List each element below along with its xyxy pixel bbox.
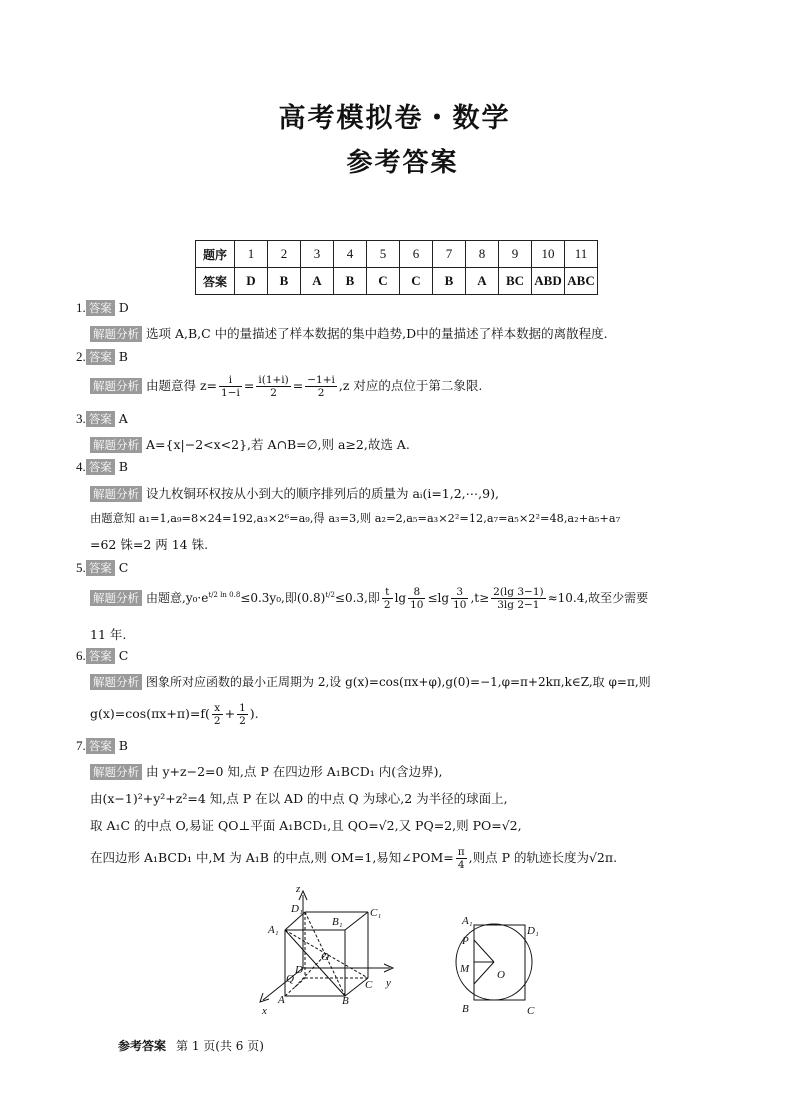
numerator: −1+i bbox=[307, 374, 335, 386]
analysis-text: 在四边形 A₁BCD₁ 中,M 为 A₁B 的中点,则 OM=1,易知∠POM= bbox=[90, 850, 454, 865]
label-b: B bbox=[342, 995, 349, 1007]
label-a1: A₁ bbox=[268, 924, 279, 936]
label-a: A bbox=[278, 994, 285, 1006]
label-p: P bbox=[462, 935, 469, 947]
label-c: C bbox=[365, 979, 373, 991]
numerator: i(1+i) bbox=[258, 374, 289, 386]
analysis-tag: 解题分析 bbox=[90, 674, 142, 690]
cube-labels bbox=[261, 883, 391, 1017]
analysis-text: 选项 A,B,C 中的量描述了样本数据的集中趋势,D中的量描述了样本数据的离散程度. bbox=[146, 326, 608, 341]
denominator: 2 bbox=[239, 715, 246, 727]
label-x: x bbox=[262, 1005, 267, 1017]
footer-page: 第 1 页(共 6 页) bbox=[176, 1039, 264, 1053]
table-cell-answer: ABC bbox=[565, 268, 598, 295]
label-o: O bbox=[321, 951, 329, 963]
denominator: 10 bbox=[410, 599, 424, 611]
analysis-tag: 解题分析 bbox=[90, 590, 142, 606]
diagonal-a1b bbox=[285, 930, 345, 996]
analysis-text: 由 y+z−2=0 知,点 P 在四边形 A₁BCD₁ 内(含边界), bbox=[146, 764, 443, 779]
question-5-line-2: 11 年. bbox=[90, 627, 127, 642]
question-number: 1. bbox=[76, 300, 86, 315]
answer-tag: 答案 bbox=[86, 349, 115, 365]
question-4-line-3: =62 铢=2 两 14 铢. bbox=[90, 537, 209, 552]
table-cell-number: 2 bbox=[268, 241, 301, 268]
table-cell-number: 1 bbox=[235, 241, 268, 268]
analysis-text: ≤0.3,即 bbox=[334, 591, 380, 605]
numerator: t bbox=[382, 586, 393, 599]
analysis-text: A={x|−2<x<2},若 A∩B=∅,则 a≥2,故选 A. bbox=[146, 437, 410, 452]
numerator: π bbox=[457, 846, 465, 858]
question-number: 3. bbox=[76, 411, 86, 426]
table-cell-answer: B bbox=[433, 268, 466, 295]
label-b-2: B bbox=[462, 1003, 469, 1015]
cube-edge-b1c1 bbox=[345, 912, 368, 930]
segment-po-lower bbox=[474, 962, 494, 984]
page-title: 高考模拟卷・数学 bbox=[278, 103, 511, 134]
question-answer: B bbox=[118, 738, 128, 753]
analysis-text: ,z 对应的点位于第二象限. bbox=[338, 378, 483, 393]
table-cell-answer: A bbox=[466, 268, 499, 295]
analysis-text: 设九枚铜环权按从小到大的顺序排列后的质量为 aᵢ(i=1,2,⋯,9), bbox=[146, 486, 499, 501]
label-d: D bbox=[295, 964, 303, 976]
denominator: 10 bbox=[453, 599, 467, 611]
analysis-tag: 解题分析 bbox=[90, 486, 142, 502]
numerator: 3 bbox=[451, 586, 468, 599]
table-cell-number: 4 bbox=[334, 241, 367, 268]
analysis-text: = bbox=[243, 378, 255, 393]
answer-tag: 答案 bbox=[86, 738, 115, 754]
label-a1-2: A₁ bbox=[462, 915, 473, 927]
answer-tag: 答案 bbox=[86, 411, 115, 427]
table-cell-answer: C bbox=[367, 268, 400, 295]
table-cell-answer: A bbox=[301, 268, 334, 295]
label-d1: D₁ bbox=[291, 903, 303, 915]
table-cell-number: 5 bbox=[367, 241, 400, 268]
denominator: 3lg 2−1 bbox=[497, 599, 540, 611]
question-number: 5. bbox=[76, 560, 86, 575]
analysis-tag: 解题分析 bbox=[90, 326, 142, 342]
table-cell-answer: ABD bbox=[532, 268, 565, 295]
denominator: 1−i bbox=[221, 387, 240, 399]
table-header-label: 题序 bbox=[196, 241, 235, 268]
label-o-2: O bbox=[497, 969, 505, 981]
denominator: 2 bbox=[270, 387, 277, 399]
denominator: 2 bbox=[317, 387, 325, 399]
label-z: z bbox=[296, 883, 301, 895]
label-y: y bbox=[386, 977, 391, 989]
question-number: 7. bbox=[76, 738, 86, 753]
analysis-text: = bbox=[292, 378, 304, 393]
label-d1-2: D₁ bbox=[527, 925, 539, 937]
analysis-text: lg bbox=[394, 591, 407, 605]
question-answer: B bbox=[118, 349, 128, 364]
answer-tag: 答案 bbox=[86, 300, 115, 316]
analysis-text: + bbox=[224, 706, 236, 721]
page-subtitle: 参考答案 bbox=[346, 148, 459, 178]
page-footer bbox=[118, 1037, 264, 1054]
question-number: 6. bbox=[76, 648, 86, 663]
numerator: 2(lg 3−1) bbox=[493, 586, 544, 598]
table-cell-number: 9 bbox=[499, 241, 532, 268]
analysis-text: 由题意,y₀·e bbox=[146, 591, 209, 605]
table-cell-answer: BC bbox=[499, 268, 532, 295]
label-b1: B₁ bbox=[332, 916, 343, 928]
analysis-text: g(x)=cos(πx+π)=f( bbox=[90, 706, 210, 721]
footer-name: 参考答案 bbox=[118, 1039, 167, 1053]
table-cell-number: 6 bbox=[400, 241, 433, 268]
denominator: 2 bbox=[383, 599, 391, 611]
table-cell-answer: D bbox=[235, 268, 268, 295]
analysis-tag: 解题分析 bbox=[90, 378, 142, 394]
answer-tag: 答案 bbox=[86, 560, 115, 576]
label-c1: C₁ bbox=[370, 907, 382, 919]
table-cell-answer: B bbox=[268, 268, 301, 295]
analysis-text: ,t≥ bbox=[470, 591, 490, 605]
x-axis-arrow bbox=[260, 993, 269, 1002]
numerator: i bbox=[219, 374, 242, 387]
answer-tag: 答案 bbox=[86, 459, 115, 475]
question-answer: A bbox=[118, 411, 128, 426]
numerator: 8 bbox=[408, 586, 425, 599]
segment-po bbox=[474, 940, 494, 962]
table-cell-number: 11 bbox=[565, 241, 598, 268]
question-number: 4. bbox=[76, 459, 86, 474]
numerator: 1 bbox=[239, 702, 246, 714]
table-cell-number: 7 bbox=[433, 241, 466, 268]
question-answer: D bbox=[118, 300, 129, 315]
label-q: Q bbox=[286, 973, 294, 985]
analysis-tag: 解题分析 bbox=[90, 764, 142, 780]
question-7-line-2: 由(x−1)²+y²+z²=4 知,点 P 在以 AD 的中点 Q 为球心,2 为半径的球面上, bbox=[90, 791, 508, 806]
table-cell-number: 10 bbox=[532, 241, 565, 268]
analysis-tag: 解题分析 bbox=[90, 437, 142, 453]
superscript: t/2 bbox=[325, 591, 335, 599]
denominator: 2 bbox=[213, 715, 221, 727]
question-4-line-2: 由题意知 a₁=1,a₉=8×24=192,a₃×2⁶=a₉,得 a₃=3,则 a₂=2,a₅=a₃×2²=12,a₇=a₅×2²=48,a₂+a₅+a₇ bbox=[90, 512, 621, 525]
question-answer: C bbox=[118, 560, 129, 575]
analysis-text: ≤lg bbox=[427, 591, 450, 605]
question-number: 2. bbox=[76, 349, 86, 364]
analysis-text: ≤0.3y₀,即(0.8) bbox=[240, 591, 326, 605]
answer-tag: 答案 bbox=[86, 648, 115, 664]
table-cell-number: 8 bbox=[466, 241, 499, 268]
analysis-text: ). bbox=[249, 706, 259, 721]
table-header-label: 答案 bbox=[196, 268, 235, 295]
question-answer: C bbox=[118, 648, 129, 663]
label-c-2: C bbox=[527, 1005, 535, 1017]
analysis-text: 图象所对应函数的最小正周期为 2,设 g(x)=cos(πx+φ),g(0)=−1,φ=π+2kπ,k∈Z,取 φ=π,则 bbox=[146, 675, 651, 689]
analysis-text: ,则点 P 的轨迹长度为√2π. bbox=[468, 850, 618, 865]
numerator: x bbox=[212, 702, 223, 715]
table-cell-number: 3 bbox=[301, 241, 334, 268]
question-7-line-3: 取 A₁C 的中点 O,易证 QO⊥平面 A₁BCD₁,且 QO=√2,又 PQ=2,则 PO=√2, bbox=[90, 818, 522, 833]
analysis-text: 由题意得 z= bbox=[146, 378, 218, 393]
label-m: M bbox=[460, 963, 470, 975]
analysis-text: ≈10.4,故至少需要 bbox=[547, 591, 649, 605]
question-answer: B bbox=[118, 459, 128, 474]
table-cell-answer: C bbox=[400, 268, 433, 295]
denominator: 4 bbox=[457, 859, 465, 871]
circle-labels bbox=[459, 915, 539, 1017]
superscript: t/2 ln 0.8 bbox=[208, 591, 241, 599]
table-cell-answer: B bbox=[334, 268, 367, 295]
